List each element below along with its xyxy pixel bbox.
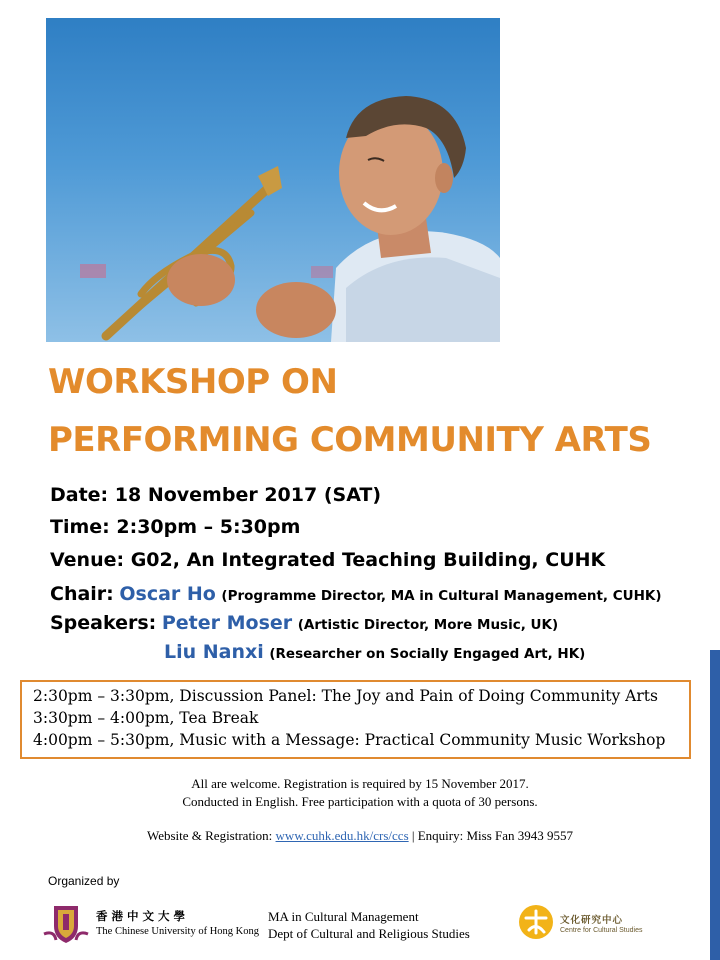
ccs-name-chinese: 文化研究中心 [560,915,624,926]
contact-line [0,828,720,844]
cuhk-name [96,908,259,937]
schedule-item: 4:00pm – 5:30pm, Music with a Message: Practical Community Music Workshop [33,731,666,749]
schedule-box [20,680,691,759]
ccs-logo [516,902,556,942]
event-venue: Venue: G02, An Integrated Teaching Building, CUHK [50,549,606,571]
speaker-description: (Researcher on Socially Engaged Art, HK) [269,646,586,662]
schedule-item: 2:30pm – 3:30pm, Discussion Panel: The Joy and Pain of Doing Community Arts [33,687,658,705]
ccs-name-english: Centre for Cultural Studies [560,927,643,934]
speakers-label: Speakers: [50,612,157,634]
organized-by-label: Organized by [48,874,120,888]
chair-line [50,583,662,605]
ccs-name [560,912,642,934]
chair-name: Oscar Ho [119,583,216,605]
title-line-2: PERFORMING COMMUNITY ARTS [48,420,652,460]
event-date: Date: 18 November 2017 (SAT) [50,484,382,506]
department-line-1: MA in Cultural Management [268,909,419,924]
website-link[interactable]: www.cuhk.edu.hk/crs/ccs [275,828,409,843]
speaker-name: Peter Moser [161,612,293,634]
language-note: Conducted in English. Free participation with a quota of 30 persons. [182,794,538,809]
cuhk-name-chinese: 香港中文大學 [96,911,189,923]
speaker-line-1 [50,612,558,634]
website-label: Website & Registration: [146,828,273,843]
speaker-name: Liu Nanxi [164,641,264,663]
chair-label: Chair: [50,583,114,605]
cuhk-crest-logo [42,904,90,944]
schedule-item: 3:30pm – 4:00pm, Tea Break [33,709,259,727]
welcome-note: All are welcome. Registration is required by 15 November 2017. [191,776,529,791]
speaker-description: (Artistic Director, More Music, UK) [297,617,559,633]
department-block [268,908,470,942]
cuhk-name-english: The Chinese University of Hong Kong [96,926,260,937]
title-line-1: WORKSHOP ON [48,362,338,402]
speaker-line-2 [164,641,585,663]
enquiry-text: | Enquiry: Miss Fan 3943 9557 [411,828,574,843]
event-time: Time: 2:30pm – 5:30pm [50,516,301,538]
side-accent-bar [710,650,720,960]
chair-description: (Programme Director, MA in Cultural Management, CUHK) [221,588,662,604]
department-line-2: Dept of Cultural and Religious Studies [268,926,470,941]
hero-photo [46,18,500,342]
